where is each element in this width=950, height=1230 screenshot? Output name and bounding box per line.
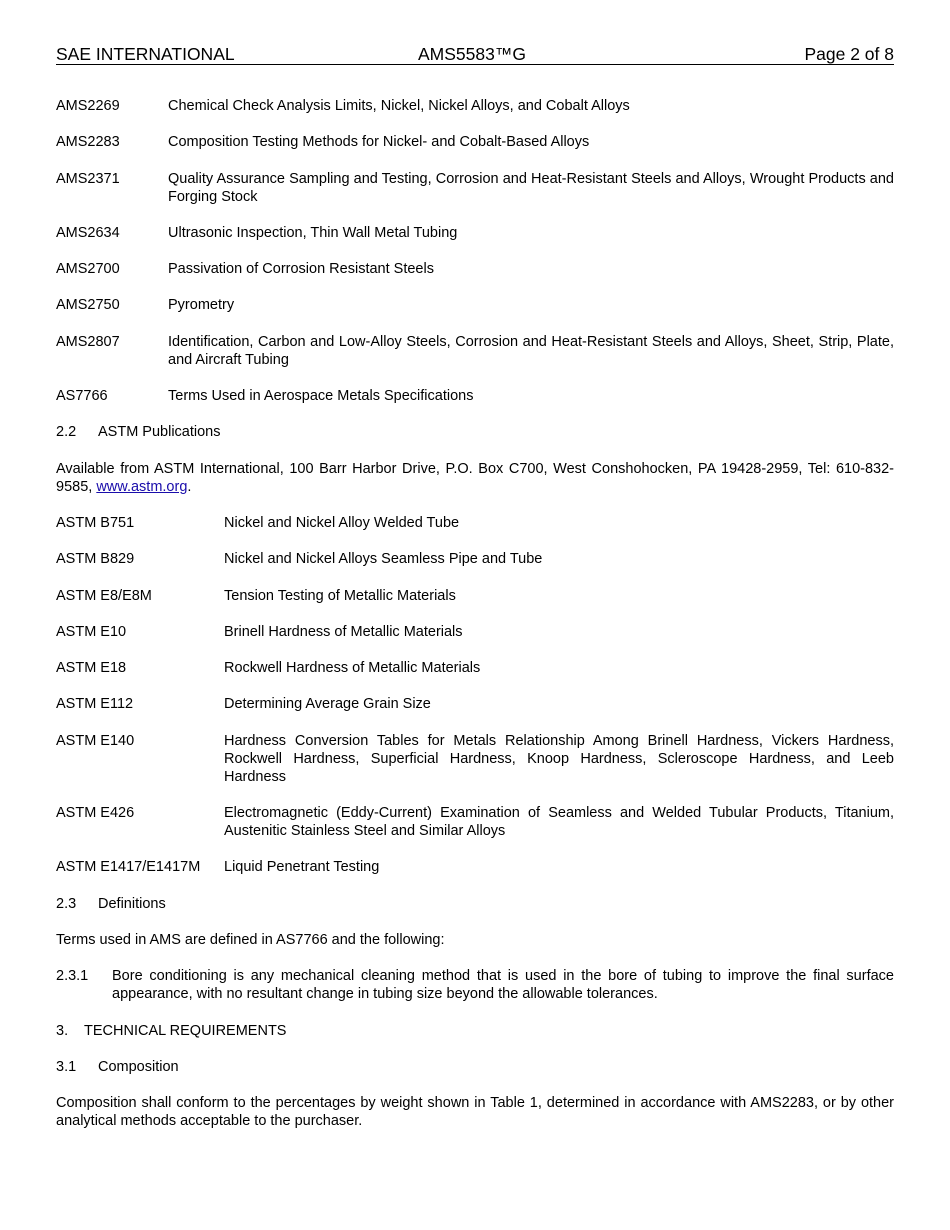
reference-code: ASTM E140 — [56, 732, 135, 749]
header-org: SAE INTERNATIONAL — [56, 44, 235, 64]
section-heading-2-3 — [56, 895, 894, 913]
header-doc-number: AMS5583™G — [418, 44, 526, 64]
reference-title: Hardness Conversion Tables for Metals Relationship Among Brinell Hardness, Vickers Hardness, Rockwell Hardness, Superficial Hardness, Knoop Hardness, Scleroscope Hardness, and Leeb Hardness — [224, 732, 894, 785]
page-header — [56, 44, 894, 65]
reference-row — [56, 804, 894, 840]
reference-code: ASTM E426 — [56, 805, 135, 822]
reference-title: Rockwell Hardness of Metallic Materials — [224, 660, 481, 677]
reference-row — [56, 224, 894, 242]
reference-row — [56, 732, 894, 786]
reference-row — [56, 550, 894, 568]
section-heading-3-1 — [56, 1058, 894, 1076]
reference-code: AS7766 — [56, 388, 108, 405]
section-title: TECHNICAL REQUIREMENTS — [84, 1022, 287, 1039]
reference-title: Passivation of Corrosion Resistant Steels — [168, 261, 434, 278]
reference-row — [56, 514, 894, 532]
reference-row — [56, 387, 894, 405]
reference-code: AMS2807 — [56, 333, 120, 350]
section-number: 2.2 — [56, 424, 77, 441]
reference-row — [56, 97, 894, 115]
reference-row — [56, 623, 894, 641]
reference-code: ASTM B751 — [56, 514, 135, 531]
reference-row — [56, 587, 894, 605]
section-title: Composition — [98, 1058, 179, 1075]
reference-code: ASTM E1417/E1417M — [56, 859, 201, 876]
reference-row — [56, 260, 894, 278]
reference-code: ASTM B829 — [56, 551, 135, 568]
reference-code: AMS2700 — [56, 261, 120, 278]
astm-availability-end: . — [187, 478, 192, 495]
definition-text: Bore conditioning is any mechanical cleaning method that is used in the bore of tubing to improve the final surface appearance, with no resultant change in tubing size beyond the allowable tolerances. — [112, 968, 894, 1003]
definition-number: 2.3.1 — [56, 968, 89, 985]
section-number: 2.3 — [56, 895, 77, 912]
reference-row — [56, 695, 894, 713]
reference-title: Tension Testing of Metallic Materials — [224, 587, 456, 604]
definition-2-3-1 — [56, 967, 894, 1003]
reference-title: Quality Assurance Sampling and Testing, Corrosion and Heat-Resistant Steels and Alloys, Wrought Products and Forging Stock — [168, 170, 894, 205]
reference-code: ASTM E8/E8M — [56, 587, 152, 604]
section-heading-3 — [56, 1022, 894, 1040]
reference-title: Pyrometry — [168, 297, 235, 314]
reference-row — [56, 858, 894, 876]
reference-title: Chemical Check Analysis Limits, Nickel, Nickel Alloys, and Cobalt Alloys — [168, 98, 630, 114]
reference-code: AMS2371 — [56, 170, 120, 187]
reference-title: Terms Used in Aerospace Metals Specifications — [168, 388, 474, 405]
astm-website-link[interactable]: www.astm.org — [96, 478, 188, 495]
reference-title: Nickel and Nickel Alloy Welded Tube — [224, 514, 460, 531]
page-content — [56, 97, 894, 1148]
reference-row — [56, 133, 894, 151]
reference-row — [56, 170, 894, 206]
header-page-number: Page 2 of 8 — [804, 44, 894, 64]
reference-title: Determining Average Grain Size — [224, 696, 431, 713]
section-number: 3.1 — [56, 1058, 77, 1075]
section-title: Definitions — [98, 895, 166, 912]
reference-row — [56, 333, 894, 369]
reference-code: AMS2750 — [56, 297, 120, 314]
astm-availability-text: Available from ASTM International, 100 Barr Harbor Drive, P.O. Box C700, West Conshohocken, PA 19428-2959, Tel: 610-832-9585, — [56, 460, 894, 495]
definitions-intro: Terms used in AMS are defined in AS7766 and the following: — [56, 931, 445, 948]
astm-availability-paragraph — [56, 460, 894, 496]
reference-title: Composition Testing Methods for Nickel- and Cobalt-Based Alloys — [168, 134, 590, 151]
reference-title: Electromagnetic (Eddy-Current) Examination of Seamless and Welded Tubular Products, Titanium, Austenitic Stainless Steel and Similar Alloys — [224, 805, 894, 840]
reference-code: ASTM E18 — [56, 660, 127, 677]
reference-row — [56, 296, 894, 314]
section-number: 3. — [56, 1022, 69, 1039]
reference-title: Identification, Carbon and Low-Alloy Steels, Corrosion and Heat-Resistant Steels and Alloys, Sheet, Strip, Plate, and Aircraft Tubing — [168, 333, 894, 368]
reference-title: Liquid Penetrant Testing — [224, 859, 380, 876]
reference-code: AMS2269 — [56, 98, 120, 114]
reference-title: Ultrasonic Inspection, Thin Wall Metal Tubing — [168, 224, 458, 241]
reference-code: AMS2634 — [56, 224, 120, 241]
section-heading-2-2 — [56, 423, 894, 441]
composition-paragraph: Composition shall conform to the percentages by weight shown in Table 1, determined in accordance with AMS2283, or by other analytical methods acceptable to the purchaser. — [56, 1095, 894, 1130]
reference-code: ASTM E10 — [56, 623, 127, 640]
reference-title: Nickel and Nickel Alloys Seamless Pipe and Tube — [224, 551, 543, 568]
reference-title: Brinell Hardness of Metallic Materials — [224, 623, 463, 640]
reference-code: ASTM E112 — [56, 696, 134, 713]
reference-code: AMS2283 — [56, 134, 120, 151]
reference-row — [56, 659, 894, 677]
section-title: ASTM Publications — [98, 424, 221, 441]
